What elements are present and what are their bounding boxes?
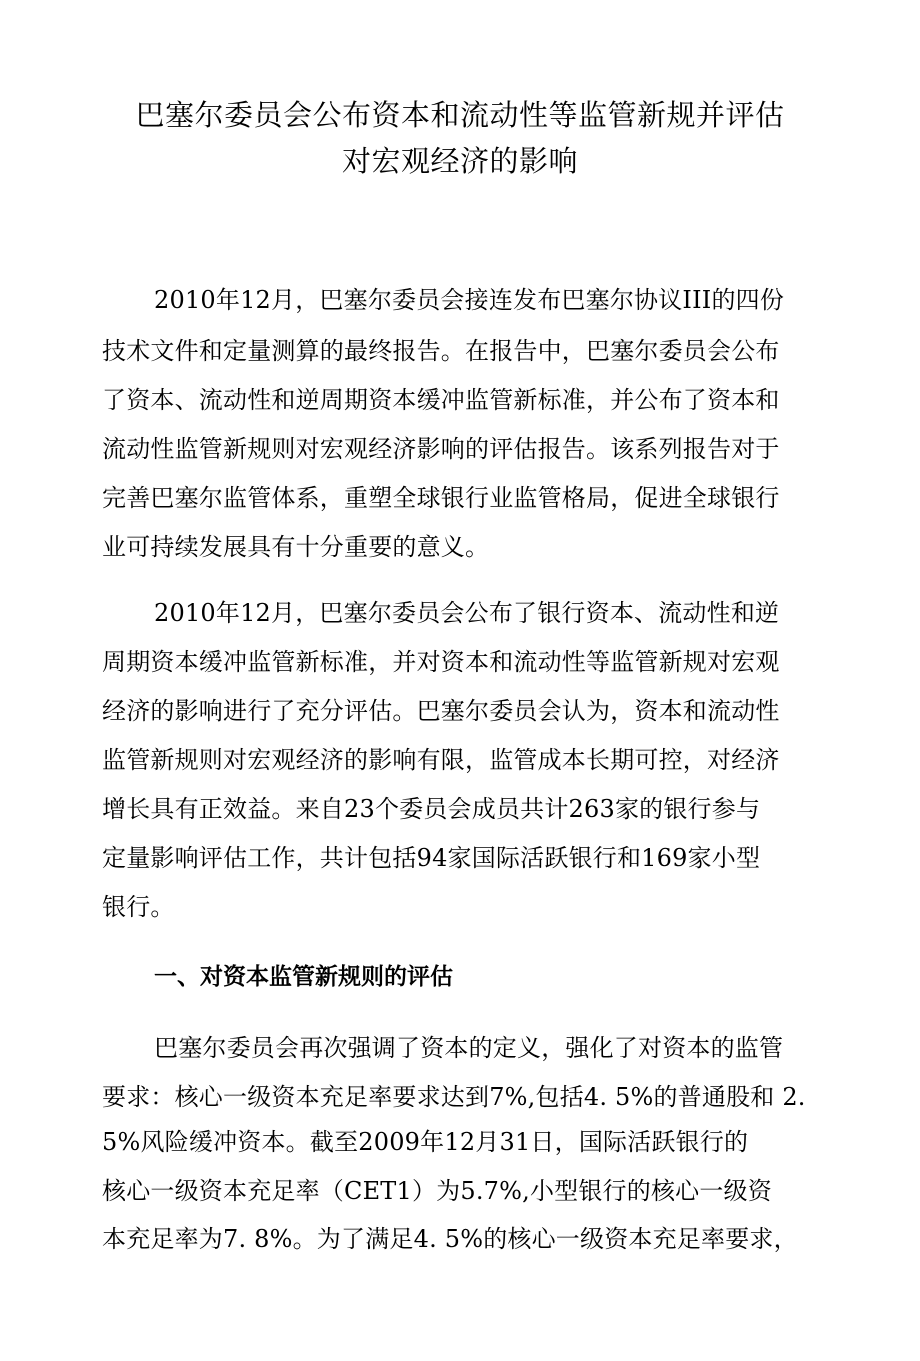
paragraph-1-line-2: 技术文件和定量测算的最终报告。在报告中，巴塞尔委员会公布	[102, 337, 780, 365]
paragraph-1-line-4: 流动性监管新规则对宏观经济影响的评估报告。该系列报告对于	[102, 435, 780, 463]
paragraph-1-line-1: 2010年12月，巴塞尔委员会接连发布巴塞尔协议III的四份	[154, 286, 785, 314]
section-heading-1: 一、对资本监管新规则的评估	[154, 964, 453, 990]
paragraph-1-line-5: 完善巴塞尔监管体系，重塑全球银行业监管格局，促进全球银行	[102, 484, 780, 512]
paragraph-3-line-5: 本充足率为7. 8%。为了满足4. 5%的核心一级资本充足率要求，	[102, 1225, 798, 1253]
paragraph-2-line-3: 经济的影响进行了充分评估。巴塞尔委员会认为，资本和流动性	[102, 697, 780, 725]
paragraph-1-line-6: 业可持续发展具有十分重要的意义。	[102, 533, 490, 561]
paragraph-3-line-3: 5%风险缓冲资本。截至2009年12月31日，国际活跃银行的	[102, 1128, 749, 1156]
paragraph-2-line-1: 2010年12月，巴塞尔委员会公布了银行资本、流动性和逆	[154, 599, 780, 627]
paragraph-2-line-2: 周期资本缓冲监管新标准，并对资本和流动性等监管新规对宏观	[102, 648, 780, 676]
paragraph-3-line-1: 巴塞尔委员会再次强调了资本的定义，强化了对资本的监管	[154, 1034, 784, 1062]
paragraph-2-line-6: 定量影响评估工作，共计包括94家国际活跃银行和169家小型	[102, 844, 761, 872]
paragraph-2-line-7: 银行。	[102, 893, 175, 921]
document-title-line-2: 对宏观经济的影响	[341, 144, 578, 178]
paragraph-2-line-4: 监管新规则对宏观经济的影响有限，监管成本长期可控，对经济	[102, 746, 780, 774]
paragraph-3-line-4: 核心一级资本充足率（CET1）为5.7%,小型银行的核心一级资	[102, 1177, 772, 1205]
document-title-line-1: 巴塞尔委员会公布资本和流动性等监管新规并评估	[135, 98, 785, 132]
paragraph-2-line-5: 增长具有正效益。来自23个委员会成员共计263家的银行参与	[102, 795, 761, 823]
paragraph-1-line-3: 了资本、流动性和逆周期资本缓冲监管新标准，并公布了资本和	[102, 386, 780, 414]
paragraph-3-line-2: 要求：核心一级资本充足率要求达到7%,包括4. 5%的普通股和 2.	[102, 1083, 806, 1111]
